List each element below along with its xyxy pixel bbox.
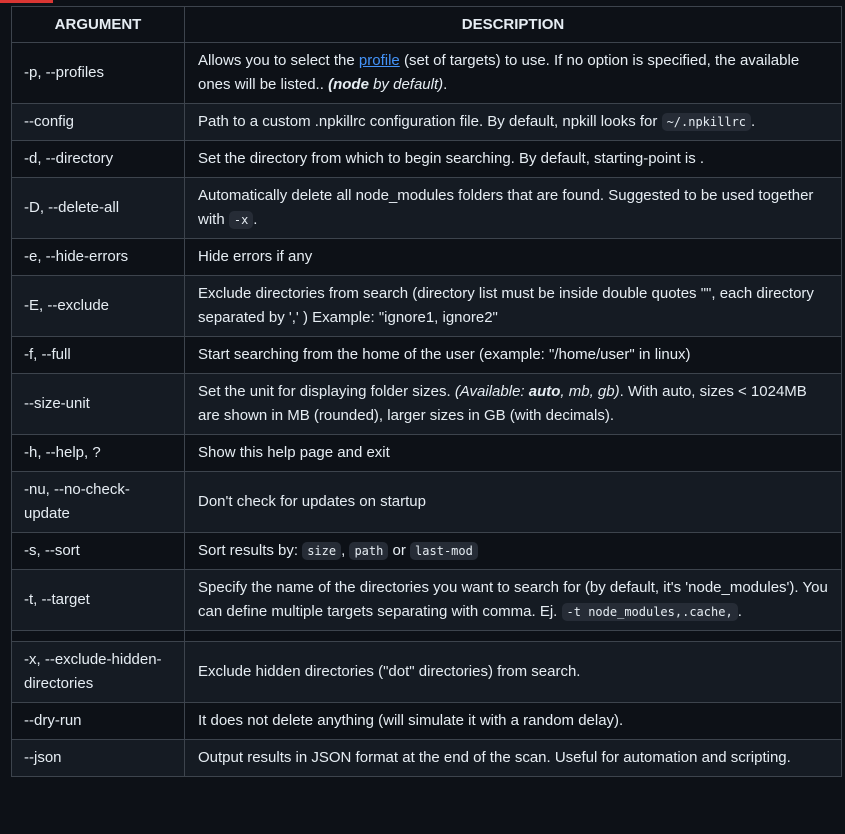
description-cell xyxy=(185,104,842,141)
description-text: (set of targets) to use. If no option is specified, the available ones will be listed.. xyxy=(198,52,800,93)
description-text: Sort results by: xyxy=(198,542,303,559)
available-units-note: (Available: auto, mb, gb) xyxy=(454,383,620,400)
arguments-table-container xyxy=(11,6,841,777)
description-cell xyxy=(185,533,842,570)
table-row xyxy=(12,703,842,740)
top-accent-bar xyxy=(0,0,53,3)
table-row xyxy=(12,276,842,337)
description-cell: Start searching from the home of the user (example: "/home/user" in linux) xyxy=(185,337,842,374)
description-text: . With auto, sizes < 1024MB are shown in MB (rounded), larger sizes in GB (with decimals). xyxy=(198,383,807,424)
argument-cell: -d, --directory xyxy=(12,141,185,178)
table-row xyxy=(12,374,842,435)
table-row xyxy=(12,141,842,178)
arguments-table xyxy=(11,6,842,777)
description-text: , xyxy=(341,542,350,559)
inline-code: size xyxy=(302,542,341,560)
table-row xyxy=(12,570,842,631)
description-text: Path to a custom .npkillrc configuration file. By default, npkill looks for xyxy=(198,113,662,130)
table-row xyxy=(12,337,842,374)
table-row xyxy=(12,239,842,276)
argument-cell xyxy=(12,631,185,642)
description-cell xyxy=(185,570,842,631)
description-cell: Don't check for updates on startup xyxy=(185,472,842,533)
profile-link[interactable]: profile xyxy=(358,52,400,69)
table-row xyxy=(12,472,842,533)
description-cell: Set the directory from which to begin searching. By default, starting-point is . xyxy=(185,141,842,178)
description-text: Specify the name of the directories you want to search for (by default, it's 'node_modules'). You can define multiple targets separating with comma. Ej. xyxy=(198,579,828,620)
description-cell xyxy=(185,43,842,104)
column-header-description: DESCRIPTION xyxy=(185,7,842,43)
argument-cell: -D, --delete-all xyxy=(12,178,185,239)
description-cell xyxy=(185,631,842,642)
argument-cell: --size-unit xyxy=(12,374,185,435)
argument-cell: --dry-run xyxy=(12,703,185,740)
description-text: . xyxy=(443,76,448,93)
argument-cell: -e, --hide-errors xyxy=(12,239,185,276)
description-cell: It does not delete anything (will simulate it with a random delay). xyxy=(185,703,842,740)
table-row-empty xyxy=(12,631,842,642)
description-text: Set the unit for displaying folder sizes. xyxy=(198,383,455,400)
table-row xyxy=(12,43,842,104)
table-row xyxy=(12,435,842,472)
inline-code: -x xyxy=(229,211,253,229)
argument-cell: -t, --target xyxy=(12,570,185,631)
argument-cell: -h, --help, ? xyxy=(12,435,185,472)
description-text: . xyxy=(751,113,756,130)
description-text: . xyxy=(737,603,742,620)
description-cell: Output results in JSON format at the end of the scan. Useful for automation and scripting. xyxy=(185,740,842,777)
inline-code: last-mod xyxy=(410,542,478,560)
table-row xyxy=(12,642,842,703)
argument-cell: -E, --exclude xyxy=(12,276,185,337)
description-text: Allows you to select the xyxy=(198,52,359,69)
argument-cell: -x, --exclude-hidden-directories xyxy=(12,642,185,703)
inline-code: ~/.npkillrc xyxy=(662,113,751,131)
inline-code: path xyxy=(349,542,388,560)
argument-cell: -s, --sort xyxy=(12,533,185,570)
table-header-row xyxy=(12,7,842,43)
table-row xyxy=(12,104,842,141)
description-cell: Exclude hidden directories ("dot" directories) from search. xyxy=(185,642,842,703)
description-text: or xyxy=(388,542,411,559)
default-note: (node by default) xyxy=(328,76,444,93)
description-text: . xyxy=(253,211,258,228)
inline-code: -t node_modules,.cache, xyxy=(562,603,738,621)
description-cell: Hide errors if any xyxy=(185,239,842,276)
argument-cell: -p, --profiles xyxy=(12,43,185,104)
argument-cell: --json xyxy=(12,740,185,777)
argument-cell: -f, --full xyxy=(12,337,185,374)
argument-cell: --config xyxy=(12,104,185,141)
argument-cell: -nu, --no-check-update xyxy=(12,472,185,533)
description-text: Automatically delete all node_modules folders that are found. Suggested to be used together with xyxy=(198,187,814,228)
column-header-argument: ARGUMENT xyxy=(12,7,185,43)
description-cell xyxy=(185,178,842,239)
description-cell: Exclude directories from search (directory list must be inside double quotes "", each directory separated by ',' ) Example: "ignore1, ignore2" xyxy=(185,276,842,337)
table-row xyxy=(12,740,842,777)
table-row xyxy=(12,178,842,239)
table-row xyxy=(12,533,842,570)
description-cell: Show this help page and exit xyxy=(185,435,842,472)
description-cell xyxy=(185,374,842,435)
